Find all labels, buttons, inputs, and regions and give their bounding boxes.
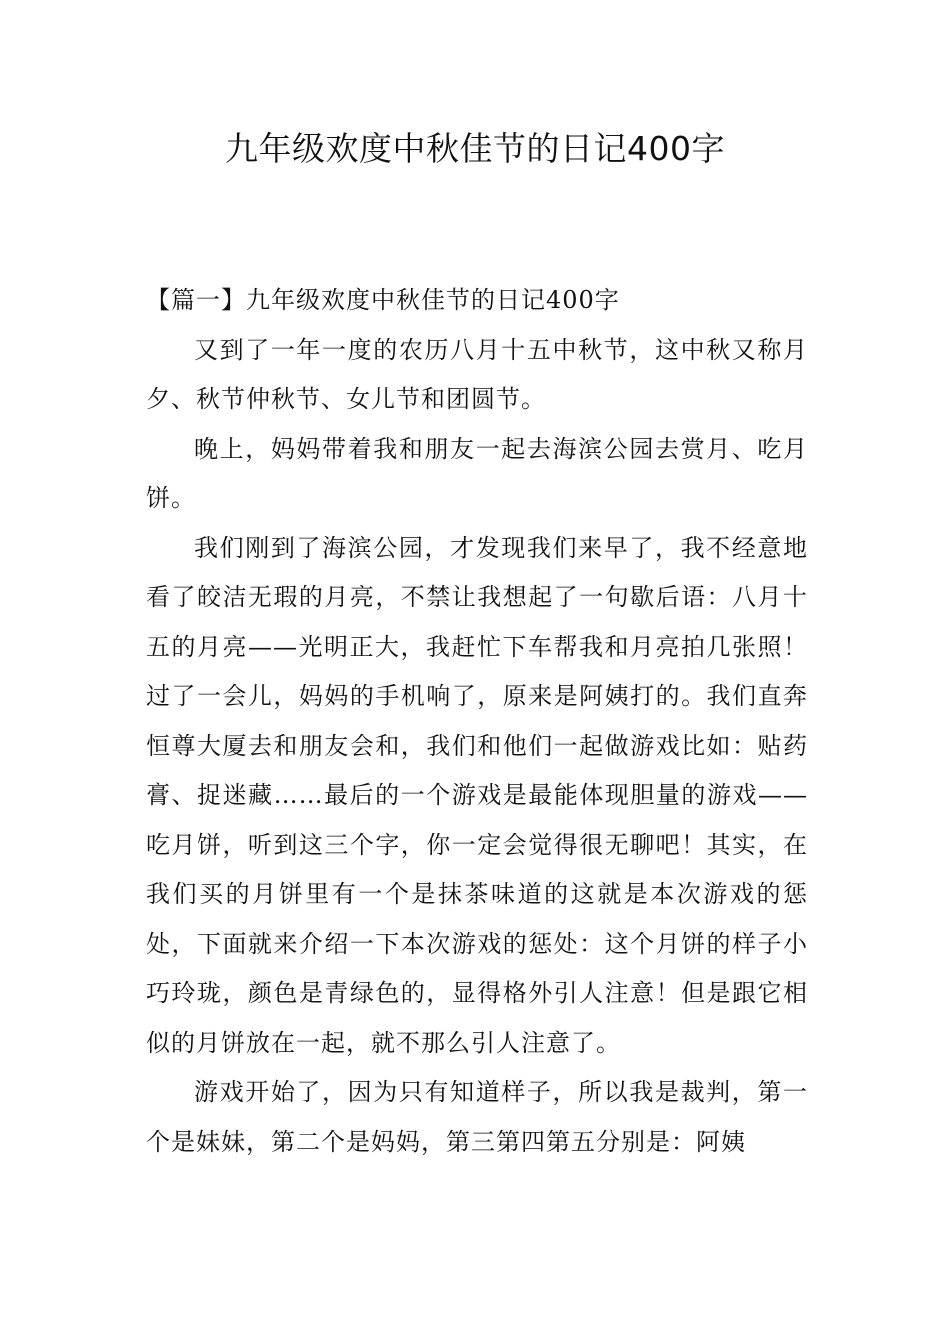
paragraph-4: 游戏开始了，因为只有知道样子，所以我是裁判，第一个是妹妹，第二个是妈妈，第三第四第五分别是：阿姨 <box>146 1078 808 1156</box>
paragraph-1: 又到了一年一度的农历八月十五中秋节，这中秋又称月夕、秋节仲秋节、女儿节和团圆节。 <box>146 335 808 413</box>
section-heading: 【篇一】九年级欢度中秋佳节的日记400字 <box>146 286 620 314</box>
paragraph-3: 我们刚到了海滨公园，才发现我们来早了，我不经意地看了皎洁无瑕的月亮，不禁让我想起了一句歇后语：八月十五的月亮——光明正大，我赶忙下车帮我和月亮拍几张照！过了一会儿，妈妈的手机响了，原来是阿姨打的。我们直奔恒尊大厦去和朋友会和，我们和他们一起做游戏比如：贴药膏、捉迷藏……最后的一个游戏是最能体现胆量的游戏——吃月饼，听到这三个字，你一定会觉得很无聊吧！其实，在我们买的月饼里有一个是抹茶味道的这就是本次游戏的惩处，下面就来介绍一下本次游戏的惩处：这个月饼的样子小巧玲珑，颜色是青绿色的，显得格外引人注意！但是跟它相似的月饼放在一起，就不那么引人注意了。 <box>146 533 808 1057</box>
document-body <box>146 276 808 1167</box>
paragraph-2: 晚上，妈妈带着我和朋友一起去海滨公园去赏月、吃月饼。 <box>146 434 808 512</box>
page-title: 九年级欢度中秋佳节的日记400字 <box>225 129 725 168</box>
